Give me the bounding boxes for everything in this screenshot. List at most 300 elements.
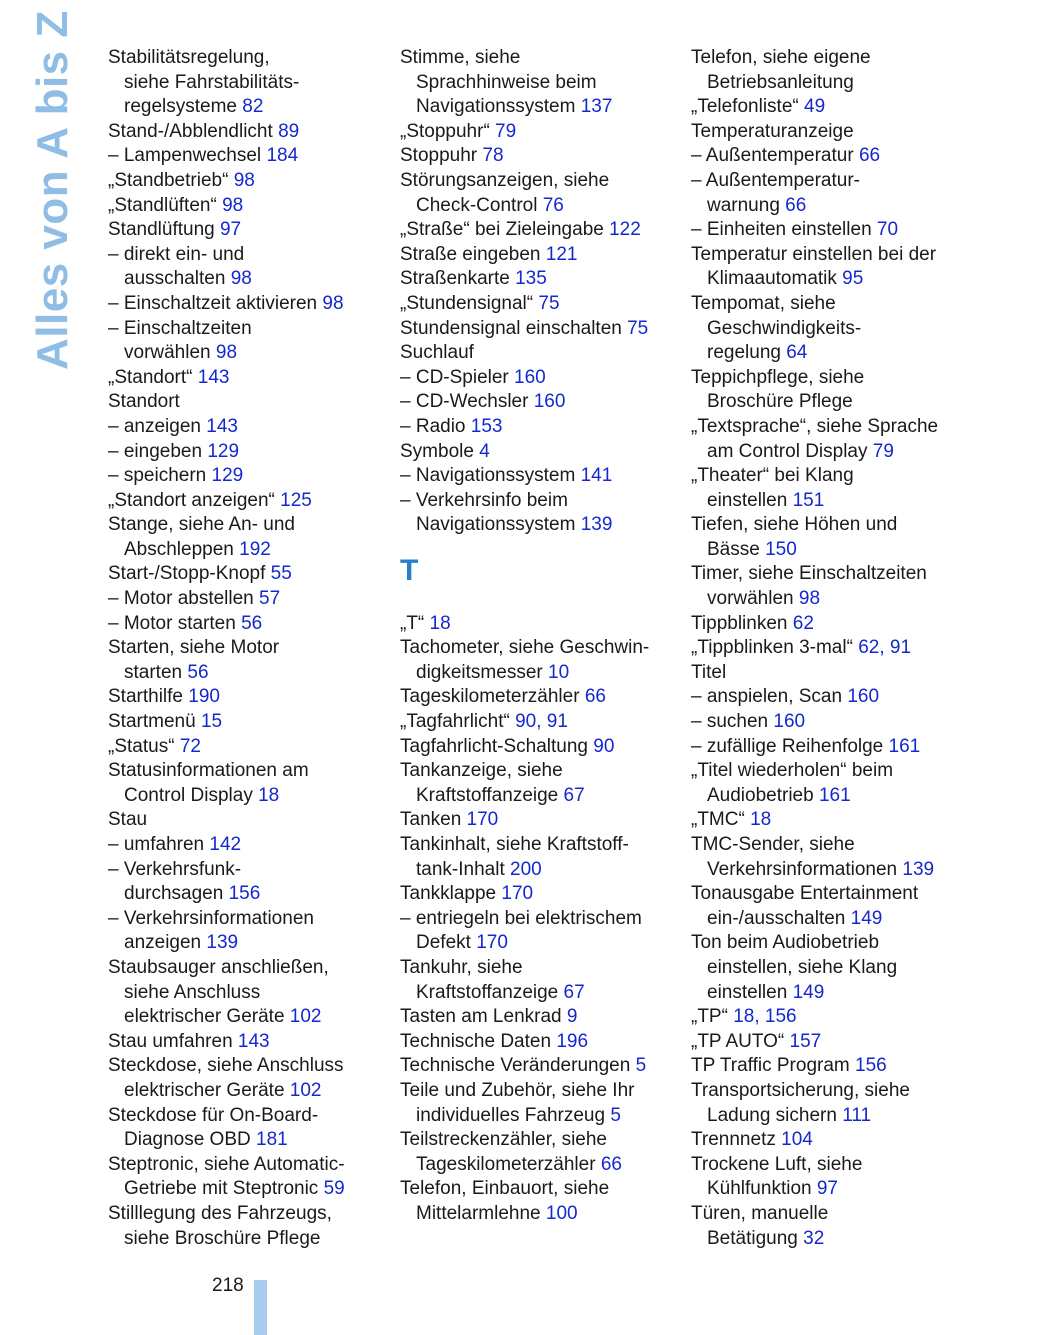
page-reference-link[interactable]: 143 xyxy=(237,1030,270,1052)
index-term: „Standort anzeigen“ xyxy=(108,489,281,511)
index-entry xyxy=(691,882,981,907)
index-entry-continuation xyxy=(691,981,981,1006)
index-entry-continuation xyxy=(108,1005,398,1030)
index-term: Abschleppen xyxy=(124,538,240,560)
index-term: – Navigationssystem xyxy=(400,465,581,487)
index-entry xyxy=(400,390,690,415)
index-term: TP Traffic Program xyxy=(691,1055,856,1077)
page-reference-link[interactable]: 160 xyxy=(773,711,806,733)
page-reference-link[interactable]: 90 xyxy=(593,735,615,757)
index-entry-continuation xyxy=(108,981,398,1006)
page-reference-link[interactable]: 57 xyxy=(259,588,281,610)
index-term: „Straße“ bei Zieleingabe xyxy=(400,219,610,241)
index-term: – eingeben xyxy=(108,440,208,462)
index-term: warnung xyxy=(707,194,786,216)
index-term: Tankklappe xyxy=(400,883,502,905)
index-entry-continuation xyxy=(400,931,690,956)
index-term: Temperatur einstellen bei der xyxy=(691,243,937,265)
page-reference-link[interactable]: 5 xyxy=(610,1104,621,1126)
index-term: Stundensignal einschalten xyxy=(400,317,628,339)
page-reference-link[interactable]: 143 xyxy=(206,415,238,437)
page-reference-link[interactable]: 82 xyxy=(242,96,264,118)
index-term: Standlüftung xyxy=(108,219,220,241)
page-reference-link[interactable]: 156 xyxy=(228,883,261,905)
page-reference-link[interactable]: 135 xyxy=(515,268,547,290)
index-term: am Control Display xyxy=(707,440,873,462)
page-reference-link[interactable]: 121 xyxy=(545,243,578,265)
index-term: „T“ xyxy=(400,612,430,634)
index-entry-continuation xyxy=(691,858,981,883)
page-reference-link[interactable]: 98 xyxy=(798,588,821,610)
page-reference-link[interactable]: 98 xyxy=(215,342,238,364)
index-term: TMC-Sender, siehe xyxy=(691,834,855,855)
index-entry xyxy=(400,808,690,833)
index-entry-continuation xyxy=(108,931,398,956)
index-term: einstellen xyxy=(707,489,793,511)
index-term: anzeigen xyxy=(124,932,207,954)
index-term: Türen, manuelle xyxy=(691,1202,829,1224)
index-term: Navigationssystem xyxy=(416,96,581,118)
index-term: Getriebe mit Steptronic xyxy=(124,1178,324,1200)
index-term: „Standort“ xyxy=(108,366,198,388)
page-reference-link[interactable]: 70 xyxy=(876,219,899,241)
index-entry xyxy=(691,46,981,71)
index-entry xyxy=(108,513,398,538)
page-reference-link[interactable]: 56 xyxy=(187,661,209,683)
page-reference-link[interactable]: 75 xyxy=(627,317,649,339)
page-reference-link[interactable]: 66 xyxy=(600,1153,622,1175)
index-entry xyxy=(691,661,981,686)
page-reference-link[interactable]: 139 xyxy=(580,514,613,536)
index-entry-continuation xyxy=(108,1177,398,1202)
index-entry-continuation xyxy=(400,95,690,120)
index-term: Stau umfahren xyxy=(108,1030,238,1052)
index-entry xyxy=(108,120,398,145)
index-term: Tiefen, siehe Höhen und xyxy=(691,514,898,536)
index-entry xyxy=(108,562,398,587)
page-reference-link[interactable]: 95 xyxy=(842,268,864,290)
index-entry xyxy=(400,956,690,981)
index-entry xyxy=(691,1054,981,1079)
index-entry xyxy=(691,1030,981,1055)
index-entry xyxy=(691,95,981,120)
index-term: – Lampenwechsel xyxy=(108,145,267,167)
index-term: ein-/ausschalten xyxy=(707,907,851,929)
index-entry xyxy=(691,144,981,169)
page-reference-link[interactable]: 157 xyxy=(789,1030,822,1052)
index-term: „Status“ xyxy=(108,735,180,757)
page-reference-link[interactable]: 170 xyxy=(476,932,508,954)
page-reference-link[interactable]: 129 xyxy=(211,465,244,487)
page-reference-link[interactable]: 98 xyxy=(230,268,252,290)
page-reference-link[interactable]: 55 xyxy=(270,563,292,585)
index-entry-continuation xyxy=(400,784,690,809)
index-entry-continuation xyxy=(400,858,690,883)
index-entry-continuation xyxy=(691,489,981,514)
index-entry xyxy=(400,882,690,907)
page-reference-link[interactable]: 156 xyxy=(855,1055,887,1077)
index-term: Trockene Luft, siehe xyxy=(691,1153,863,1175)
page-reference-link[interactable]: 59 xyxy=(323,1178,345,1200)
page-reference-link[interactable]: 15 xyxy=(200,711,223,733)
page-reference-link[interactable]: 62 xyxy=(792,612,814,634)
page-reference-link[interactable]: 49 xyxy=(804,96,826,118)
index-term: Telefon, Einbauort, siehe xyxy=(400,1178,610,1200)
index-entry-continuation xyxy=(691,194,981,219)
index-entry-continuation xyxy=(400,1202,690,1227)
index-entry xyxy=(108,415,398,440)
index-term: „Tagfahrlicht“ xyxy=(400,711,516,733)
page-reference-link[interactable]: 66 xyxy=(584,686,606,708)
index-entry xyxy=(691,366,981,391)
index-term: „TMC“ xyxy=(691,809,751,831)
index-term: „TP AUTO“ xyxy=(691,1030,790,1052)
page-reference-link[interactable]: 100 xyxy=(545,1202,578,1224)
index-term: Tachometer, siehe Geschwin- xyxy=(400,637,650,659)
index-term: – entriegeln bei elektrischem xyxy=(400,907,642,929)
index-term: „Standlüften“ xyxy=(108,194,223,216)
index-entry-continuation xyxy=(400,981,690,1006)
page-reference-link[interactable]: 139 xyxy=(206,932,239,954)
index-entry xyxy=(400,489,690,514)
index-term: – CD-Spieler xyxy=(400,366,515,388)
index-term: regelsysteme xyxy=(124,96,243,118)
page-reference-link[interactable]: 89 xyxy=(278,120,300,142)
index-entry xyxy=(691,1128,981,1153)
index-entry-continuation xyxy=(691,956,981,981)
index-entry xyxy=(691,415,981,440)
index-entry-continuation xyxy=(108,267,398,292)
index-term: Suchlauf xyxy=(400,342,474,364)
index-term: Timer, siehe Einschaltzeiten xyxy=(691,563,927,585)
index-entry xyxy=(108,1030,398,1055)
index-entry xyxy=(108,317,398,342)
index-term: Diagnose OBD xyxy=(124,1129,257,1151)
page-marker-bar xyxy=(254,1280,267,1335)
index-term: Staubsauger anschließen, xyxy=(108,956,329,978)
index-term: Starthilfe xyxy=(108,686,189,708)
page-reference-link[interactable]: 97 xyxy=(816,1178,838,1200)
index-term: – Einschaltzeit aktivieren xyxy=(108,292,323,314)
index-entry xyxy=(108,1153,398,1178)
index-entry-continuation xyxy=(400,1104,690,1129)
section-letter-heading: T xyxy=(400,553,419,587)
index-entry xyxy=(400,685,690,710)
index-entry xyxy=(691,169,981,194)
index-entry xyxy=(400,1128,690,1153)
index-term: „Telefonliste“ xyxy=(691,96,804,118)
page-reference-link[interactable]: 78 xyxy=(482,145,504,167)
index-entry xyxy=(691,833,981,858)
index-entry xyxy=(400,366,690,391)
index-entry xyxy=(108,144,398,169)
index-entry xyxy=(691,735,981,760)
index-entry xyxy=(108,735,398,760)
index-term: elektrischer Geräte xyxy=(124,1079,290,1101)
index-term: Straßenkarte xyxy=(400,268,516,290)
page-reference-link[interactable]: 160 xyxy=(533,391,566,413)
page-reference-link[interactable]: 97 xyxy=(219,219,242,241)
index-entry-continuation xyxy=(691,1177,981,1202)
index-entry xyxy=(108,587,398,612)
page-reference-link[interactable]: 160 xyxy=(847,686,880,708)
index-term: Ladung sichern xyxy=(707,1104,843,1126)
index-term: vorwählen xyxy=(707,588,799,610)
page-reference-link[interactable]: 64 xyxy=(786,342,808,364)
page-reference-link[interactable]: 137 xyxy=(580,96,613,118)
index-column-2 xyxy=(400,46,690,1227)
page-reference-link[interactable]: 67 xyxy=(563,981,585,1003)
index-entry xyxy=(691,292,981,317)
index-entry-continuation xyxy=(400,71,690,96)
page-reference-link[interactable]: 102 xyxy=(289,1006,322,1028)
index-term: Stand-/Abblendlicht xyxy=(108,120,279,142)
index-entry xyxy=(691,1202,981,1227)
index-term: siehe Fahrstabilitäts- xyxy=(124,71,300,93)
index-term: Tankanzeige, siehe xyxy=(400,760,563,782)
index-entry xyxy=(400,1030,690,1055)
index-term: „Titel wiederholen“ beim xyxy=(691,760,894,782)
index-term: siehe Broschüre Pflege xyxy=(124,1227,321,1249)
index-term: Transportsicherung, siehe xyxy=(691,1079,910,1101)
index-entry xyxy=(691,759,981,784)
index-entry xyxy=(691,218,981,243)
index-term: Ton beim Audiobetrieb xyxy=(691,932,880,954)
page-reference-link[interactable]: 184 xyxy=(266,145,299,167)
index-term: Tempomat, siehe xyxy=(691,292,836,314)
page-reference-link[interactable]: 67 xyxy=(563,784,585,806)
index-term: individuelles Fahrzeug xyxy=(416,1104,611,1126)
page-reference-link[interactable]: 79 xyxy=(872,440,894,462)
index-term: tank-Inhalt xyxy=(416,858,510,880)
page-reference-link[interactable]: 56 xyxy=(241,612,263,634)
page-reference-link[interactable]: 160 xyxy=(514,366,546,388)
index-entry-continuation xyxy=(691,341,981,366)
page-reference-link[interactable]: 18 xyxy=(429,612,451,634)
page-number: 218 xyxy=(212,1275,244,1296)
index-entry xyxy=(400,1005,690,1030)
index-entry-continuation xyxy=(691,267,981,292)
page-reference-link[interactable]: 153 xyxy=(470,415,503,437)
index-entry xyxy=(400,907,690,932)
index-entry-continuation xyxy=(691,317,981,342)
index-term: „Theater“ bei Klang xyxy=(691,465,854,487)
index-entry xyxy=(108,808,398,833)
index-entry xyxy=(108,366,398,391)
index-entry xyxy=(108,907,398,932)
index-entry-continuation xyxy=(691,390,981,415)
page-reference-link[interactable]: 9 xyxy=(566,1006,578,1028)
index-entry-continuation xyxy=(691,1104,981,1129)
page-reference-link[interactable]: 149 xyxy=(792,981,825,1003)
index-term: Tippblinken xyxy=(691,612,793,634)
index-term: einstellen xyxy=(707,981,793,1003)
index-entry xyxy=(108,1202,398,1227)
index-entry xyxy=(108,218,398,243)
index-entry xyxy=(400,415,690,440)
index-entry xyxy=(691,710,981,735)
page-reference-link[interactable]: 75 xyxy=(538,292,560,314)
index-entry xyxy=(400,612,690,637)
index-term: Navigationssystem xyxy=(416,514,581,536)
index-term: Start-/Stopp-Knopf xyxy=(108,563,271,585)
index-term: – anspielen, Scan xyxy=(691,686,848,708)
index-entry xyxy=(400,46,690,71)
index-entry xyxy=(108,956,398,981)
index-entry xyxy=(400,144,690,169)
index-entry xyxy=(400,169,690,194)
page-reference-link[interactable]: 72 xyxy=(179,735,201,757)
page-reference-link[interactable]: 161 xyxy=(818,784,851,806)
index-entry xyxy=(108,489,398,514)
index-entry xyxy=(400,1054,690,1079)
index-entry xyxy=(400,833,690,858)
index-term: – CD-Wechsler xyxy=(400,391,534,413)
index-term: Klimaautomatik xyxy=(707,268,843,290)
index-term: „Stundensignal“ xyxy=(400,292,539,314)
index-entry xyxy=(108,636,398,661)
index-term: – Außentemperatur- xyxy=(691,169,860,191)
index-term: Störungsanzeigen, siehe xyxy=(400,169,610,191)
index-entry-continuation xyxy=(400,513,690,538)
index-term: Check-Control xyxy=(416,194,543,216)
index-term: – suchen xyxy=(691,711,774,733)
index-term: Straße eingeben xyxy=(400,243,546,265)
index-entry xyxy=(400,1079,690,1104)
page-reference-link[interactable]: 111 xyxy=(842,1104,872,1126)
page-reference-link[interactable]: 4 xyxy=(479,440,490,462)
index-entry-continuation xyxy=(108,538,398,563)
index-entry xyxy=(691,685,981,710)
page-reference-link[interactable]: 141 xyxy=(580,465,613,487)
index-term: Defekt xyxy=(416,932,477,954)
index-term: – zufällige Reihenfolge xyxy=(691,735,889,757)
index-entry xyxy=(108,1104,398,1129)
index-term: Kühlfunktion xyxy=(707,1178,817,1200)
index-entry-continuation xyxy=(108,1079,398,1104)
page-reference-link[interactable]: 190 xyxy=(188,686,220,708)
page-reference-link[interactable]: 161 xyxy=(888,735,921,757)
index-term: ausschalten xyxy=(124,268,231,290)
index-entry-continuation xyxy=(108,661,398,686)
page-reference-link[interactable]: 66 xyxy=(785,194,807,216)
page-reference-link[interactable]: 98 xyxy=(222,194,244,216)
index-term: Tasten am Lenkrad xyxy=(400,1006,567,1028)
index-entry xyxy=(108,759,398,784)
index-term: „Standbetrieb“ xyxy=(108,169,234,191)
index-term: – Radio xyxy=(400,415,471,437)
index-entry xyxy=(400,1177,690,1202)
index-term: Tagfahrlicht-Schaltung xyxy=(400,735,594,757)
page-reference-link[interactable]: 142 xyxy=(209,834,242,855)
index-entry xyxy=(691,1079,981,1104)
page-reference-link[interactable]: 143 xyxy=(197,366,230,388)
index-term: Tankinhalt, siehe Kraftstoff- xyxy=(400,834,629,856)
index-term: „Stoppuhr“ xyxy=(400,120,496,142)
index-term: Mittelarmlehne xyxy=(416,1202,546,1224)
page-reference-link[interactable]: 125 xyxy=(280,489,312,511)
index-term: Telefon, siehe eigene xyxy=(691,47,871,68)
index-term: Teilstreckenzähler, siehe xyxy=(400,1129,607,1151)
page-reference-link[interactable]: 18, 156 xyxy=(733,1006,797,1028)
index-entry xyxy=(691,513,981,538)
page-reference-link[interactable]: 129 xyxy=(207,440,240,462)
index-term: Tageskilometerzähler xyxy=(400,686,585,708)
index-term: Stau xyxy=(108,809,148,831)
index-term: – anzeigen xyxy=(108,415,207,437)
page-reference-link[interactable]: 104 xyxy=(781,1129,813,1151)
page-reference-link[interactable]: 192 xyxy=(239,538,271,560)
page-reference-link[interactable]: 170 xyxy=(466,809,499,831)
index-term: Verkehrsinformationen xyxy=(707,858,903,880)
index-term: Stabilitätsregelung, xyxy=(108,47,270,68)
index-entry xyxy=(108,833,398,858)
page-reference-link[interactable]: 10 xyxy=(548,661,570,683)
page-reference-link[interactable]: 122 xyxy=(609,219,641,241)
page-reference-link[interactable]: 170 xyxy=(501,883,534,905)
page-reference-link[interactable]: 150 xyxy=(765,538,797,560)
index-entry-continuation xyxy=(400,661,690,686)
index-entry xyxy=(400,464,690,489)
index-entry-continuation xyxy=(108,1227,398,1252)
index-entry-continuation xyxy=(108,71,398,96)
index-term: Bässe xyxy=(707,538,766,560)
page-reference-link[interactable]: 200 xyxy=(510,858,542,880)
index-entry-continuation xyxy=(400,194,690,219)
index-entry xyxy=(108,612,398,637)
index-entry xyxy=(691,931,981,956)
page-reference-link[interactable]: 139 xyxy=(902,858,935,880)
page-reference-link[interactable]: 181 xyxy=(256,1129,288,1151)
index-term: Tankuhr, siehe xyxy=(400,956,523,978)
index-term: starten xyxy=(124,661,188,683)
page-reference-link[interactable]: 76 xyxy=(542,194,564,216)
index-term: – umfahren xyxy=(108,834,210,855)
index-entry xyxy=(400,218,690,243)
section-side-title: Alles von A bis Z xyxy=(28,10,77,370)
page-reference-link[interactable]: 66 xyxy=(858,145,881,167)
page-reference-link[interactable]: 102 xyxy=(289,1079,322,1101)
page-reference-link[interactable]: 98 xyxy=(322,292,344,314)
page-reference-link[interactable]: 32 xyxy=(803,1227,825,1249)
index-entry xyxy=(691,464,981,489)
page-reference-link[interactable]: 5 xyxy=(635,1055,647,1077)
index-term: „TP“ xyxy=(691,1006,734,1028)
page-reference-link[interactable]: 18 xyxy=(750,809,772,831)
index-term: Steckdose, siehe Anschluss xyxy=(108,1055,344,1077)
index-entry-continuation xyxy=(400,1153,690,1178)
index-term: regelung xyxy=(707,342,787,364)
index-entry xyxy=(108,169,398,194)
index-term: Betriebsanleitung xyxy=(707,71,854,93)
page-reference-link[interactable]: 196 xyxy=(556,1030,589,1052)
page-reference-link[interactable]: 151 xyxy=(792,489,825,511)
index-term: – speichern xyxy=(108,465,212,487)
index-entry xyxy=(400,735,690,760)
index-entry xyxy=(691,120,981,145)
index-term: Statusinformationen am xyxy=(108,760,309,782)
page-reference-link[interactable]: 90, 91 xyxy=(515,711,568,733)
page-reference-link[interactable]: 18 xyxy=(258,784,280,806)
page-reference-link[interactable]: 62, 91 xyxy=(858,637,912,659)
page-reference-link[interactable]: 98 xyxy=(233,169,255,191)
index-term: vorwählen xyxy=(124,342,216,364)
page-reference-link[interactable]: 149 xyxy=(850,907,883,929)
index-entry xyxy=(108,685,398,710)
index-term: Teppichpflege, siehe xyxy=(691,366,865,388)
index-entry xyxy=(691,612,981,637)
page-reference-link[interactable]: 79 xyxy=(495,120,517,142)
